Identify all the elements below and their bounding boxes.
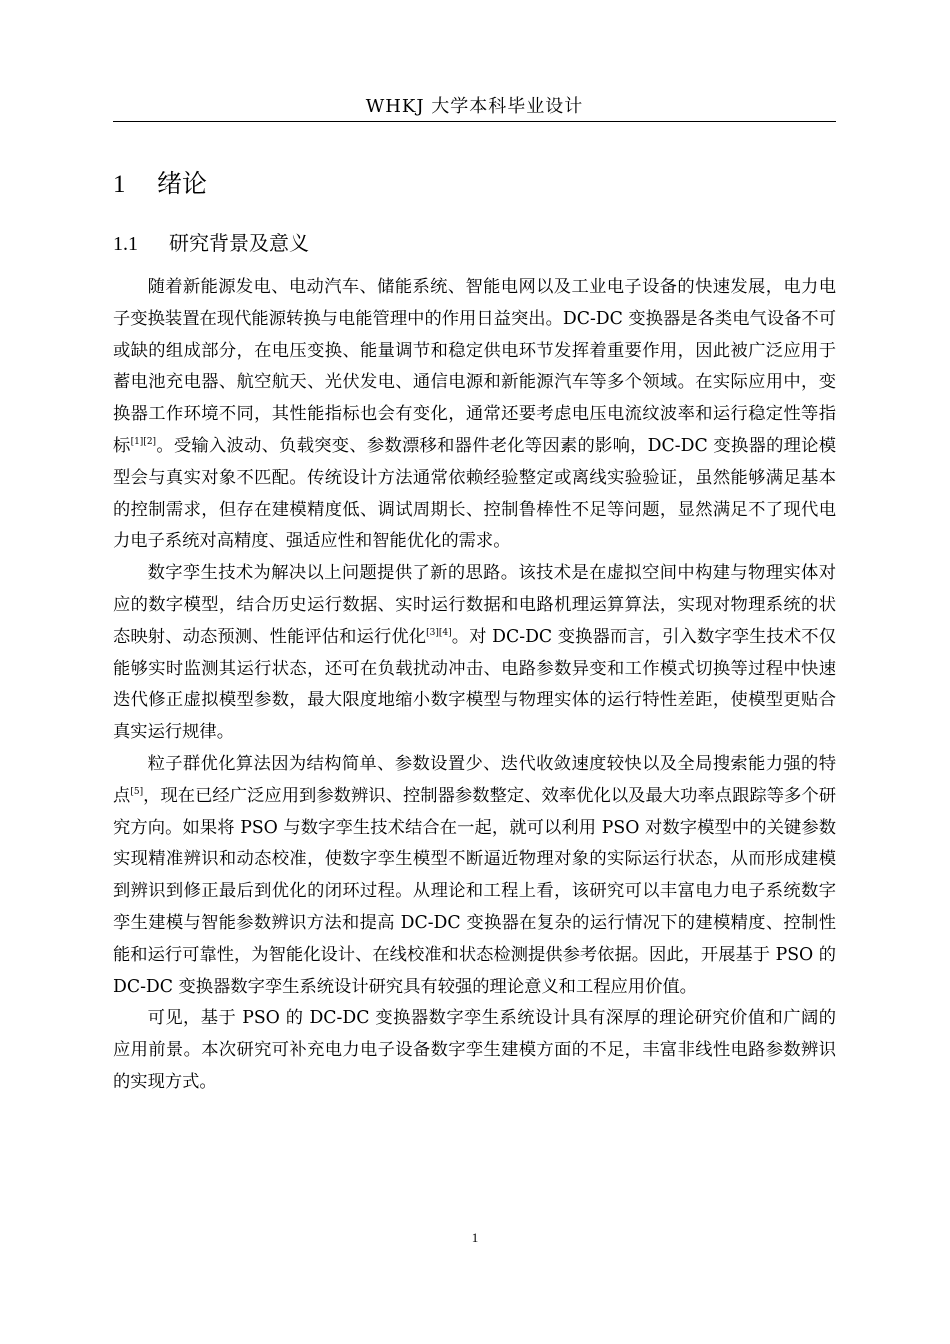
- chapter-title: 绪论: [157, 169, 208, 198]
- citation-3-4: [3][4]: [426, 627, 452, 638]
- section-number: 1.1: [113, 233, 138, 255]
- citation-5: [5]: [130, 786, 144, 797]
- section-title: 研究背景及意义: [169, 231, 309, 255]
- page-number: 1: [471, 1230, 479, 1245]
- running-header: WHKJ 大学本科毕业设计: [365, 96, 584, 117]
- paragraph-4-text: 可见，基于 PSO 的 DC-DC 变换器数字孪生系统设计具有深厚的理论研究价值和广阔的应用前景。本次研究可补充电力电子设备数字孪生建模方面的不足，丰富非线性电路参数辨识的实现方式。: [113, 1008, 836, 1092]
- section-heading: [113, 226, 309, 260]
- citation-1-2: [1][2]: [130, 436, 157, 447]
- paragraph-1: [113, 272, 836, 558]
- paragraph-2-text-a: 数字孪生技术为解决以上问题提供了新的思路。该技术是在虚拟空间中构建与物理实体对应的数字模型，结合历史运行数据、实时运行数据和电路机理运算算法，实现对物理系统的状态映射、动态预测、性能评估和运行优化: [113, 563, 836, 647]
- paragraph-2: [113, 558, 836, 749]
- chapter-number: 1: [113, 171, 126, 198]
- paragraph-3-text-a: 粒子群优化算法因为结构简单、参数设置少、迭代收敛速度较快以及全局搜索能力强的特点: [113, 753, 836, 806]
- paragraph-1-text-a: 随着新能源发电、电动汽车、储能系统、智能电网以及工业电子设备的快速发展，电力电子变换装置在现代能源转换与电能管理中的作用日益突出。DC-DC 变换器是各类电气设备不可或缺的组成部分，在电压变换、能量调节和稳定供电环节发挥着重要作用，因此被广泛应用于蓄电池充电器、航空航天、光伏发电、通信电源和新能源汽车等多个领域。在实际应用中，变换器工作环境不同，其性能指标也会有变化，通常还要考虑电压电流纹波率和运行稳定性等指标: [113, 277, 836, 456]
- paragraph-4: [113, 1003, 836, 1098]
- paragraph-1-text-b: 。受输入波动、负载突变、参数漂移和器件老化等因素的影响，DC-DC 变换器的理论模型会与真实对象不匹配。传统设计方法通常依赖经验整定或离线实验验证，虽然能够满足基本的控制需求，但存在建模精度低、调试周期长、控制鲁棒性不足等问题，显然满足不了现代电力电子系统对高精度、强适应性和智能优化的需求。: [113, 435, 836, 552]
- paragraph-2-text-b: 。对 DC-DC 变换器而言，引入数字孪生技术不仅能够实时监测其运行状态，还可在负载扰动冲击、电路参数异变和工作模式切换等过程中快速迭代修正虚拟模型参数，最大限度地缩小数字模型与物理实体的运行特性差距，使模型更贴合真实运行规律。: [113, 626, 836, 743]
- chapter-heading: [113, 164, 207, 204]
- paragraph-3-text-b: ，现在已经广泛应用到参数辨识、控制器参数整定、效率优化以及最大功率点跟踪等多个研究方向。如果将 PSO 与数字孪生技术结合在一起，就可以利用 PSO 对数字模型中的关键参数实现精准辨识和动态校准，使数字孪生模型不断逼近物理对象的实际运行状态，从而形成建模到辨识到修正最后到优化的闭环过程。从理论和工程上看，该研究可以丰富电力电子系统数字孪生建模与智能参数辨识方法和提高 DC-DC 变换器在复杂的运行情况下的建模精度、控制性能和运行可靠性，为智能化设计、在线校准和状态检测提供参考依据。因此，开展基于 PSO 的 DC-DC 变换器数字孪生系统设计研究具有较强的理论意义和工程应用价值。: [113, 785, 836, 997]
- paragraph-3: [113, 749, 836, 1003]
- body-text: [113, 272, 836, 1099]
- header-rule: [113, 121, 836, 122]
